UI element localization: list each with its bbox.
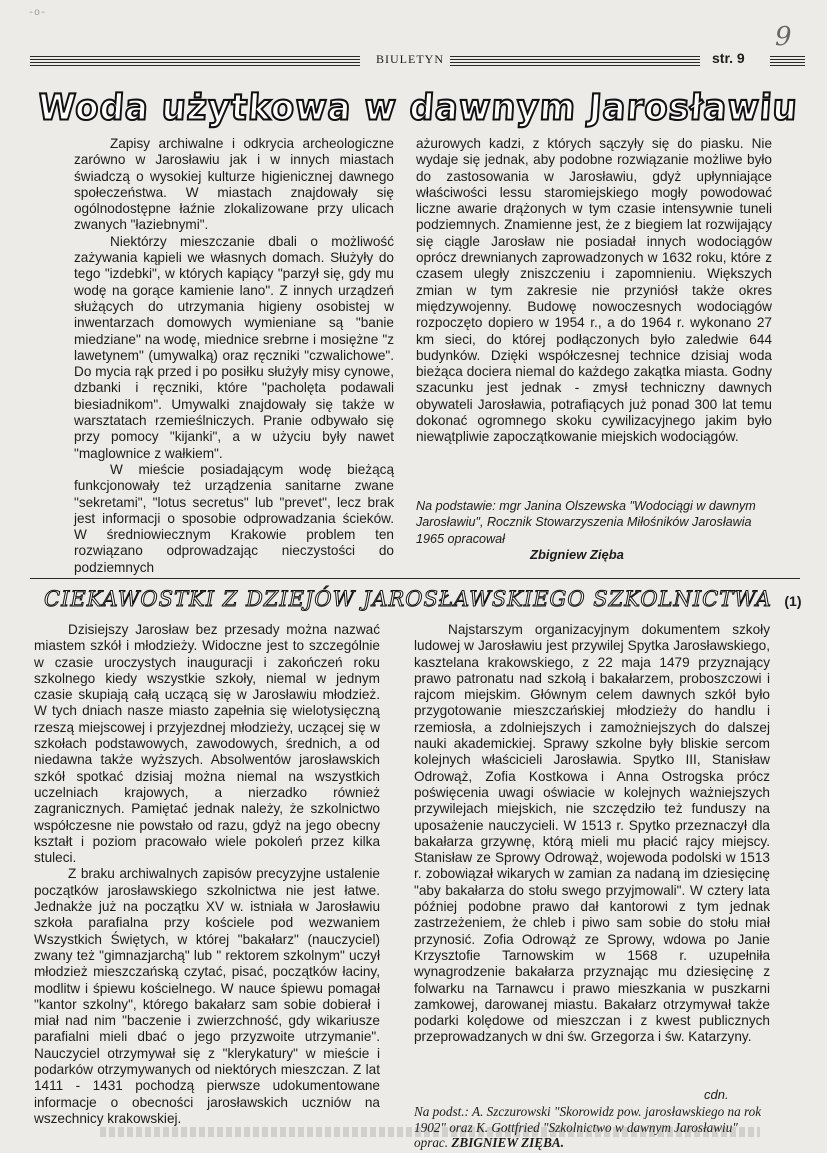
continued-marker: cdn. [704,1087,729,1102]
paragraph: Najstarszym organizacyjnym dokumentem szkoły ludowej w Jarosławiu jest przywilej Spytka Jarosławskiego, kasztelana krakowskiego, z 22 maja 1479 przyznający prawo patronatu nad szkołą i bakałarzem, proboszczowi i rajcom miejskim. Głównym celem dawnych szkół było przygotowanie mieszczańskiej młodzieży do handlu i rzemiosła, a zdolniejszych i zamożniejszych do dalszej nauki akademickiej. Sprawy szkolne były bliskie sercom kolejnych właścicieli Jarosławia. Spytko III, Stanisław Odrowąż, Zofia Kostkowa i Anna Ostrogska prócz poświęcenia uwagi oświacie w kolejnych ważniejszych przywilejach miejskich, nie szczędziło też funduszy na uposażenie nauczycieli. W 1513 r. Spytko przeznaczył dla bakałarza grzywnę, którą mieli mu płacić rajcy miejscy. Stanisław ze Sprowy Odrowąż, wojewoda podolski w 1513 r. zobowiązał wikarych w zamian za nadaną im dziesięcinę "aby bakałarza do stołu swego przyjmowali". W cztery lata później podobne prawo dał kantorowi z tym jednak zastrzeżeniem, że chleb i piwo sam sobie do stołu miał przynosić. Zofia Odrowąż ze Sprowy, wdowa po Janie Krzysztofie Tarnowskim w 1568 r. uzupełniła wynagrodzenie bakałarza przyznając mu dziesięcinę z folwarku na Tarnawcu i prawo mieszkania w puszkarni zamkowej, darowanej miastu. Bakałarz otrzymywał także podarki kolędowe od mieszczan i z kwest publicznych przeprowadzanych w dni św. Grzegorza i św. Katarzyny. [414,622,770,1045]
header-rule-middle [450,56,700,66]
header-rule-right [770,56,805,66]
article2-title-banner [44,587,814,617]
paragraph: Dzisiejszy Jarosław bez przesady można nazwać miastem szkół i młodzieży. Widoczne jest to szczególnie w czasie uroczystych inauguracji i zakończeń roku szkolnego kiedy wszystkie szkoły, niemal w jednym czasie skupiają całą uczącą się w Jarosławiu młodzież. W tych dniach nasze miasto zapełnia się wielotysięczną rzeszą miejscowej i przyjezdnej młodzieży, uczącej się w szkołach podstawowych, zawodowych, średnich, a od niedawna także wyższych. Absolwentów jarosławskich szkół spotkać dzisiaj można niemal na wszystkich uczelniach krajowych, a nierzadko również zagranicznych. Pamiętać jednak należy, że szkolnictwo współczesne nie powstało od razu, gdyż na jego obecny kształt i poziom pracowało wiele pokoleń przez kilka stuleci. [34,622,380,866]
article1-source: Na podstawie: mgr Janina Olszewska "Wodociągi w dawnym Jarosławiu", Rocznik Stowarzyszenia Miłośników Jarosławia 1965 opracował [416,499,756,546]
article1-author: Zbigniew Zięba [530,547,624,562]
bleed-through-text [100,1127,760,1137]
publication-name: BIULETYN [376,52,444,66]
paragraph: Zapisy archiwalne i odkrycia archeologiczne zarówno w Jarosławiu jak i w innych miastach świadczą o wysokiej kulturze higienicznej dawnego społeczeństwa. W miastach znajdowały się ogólnodostępne łaźnie zlokalizowane przy ulicach zwanych "łaziebnymi". [74,136,394,233]
paragraph: ażurowych kadzi, z których sączyły się do piasku. Nie wydaje się jednak, aby podobne rozwiązanie możliwe było do zastosowania w Jarosławiu, gdyż upłynniające właściwości lessu staromiejskiego mogły powodować liczne awarie drążonych w tym czasie intensywnie tuneli podziemnych. Znamienne jest, że z biegiem lat rozwijający się ciągle Jarosław nie posiadał innych wodociągów oprócz drewnianych zaprowadzonych w 1632 roku, które z czasem uległy zniszczeniu i zapomnieniu. Większych zmian w tym zakresie nie przyniósł także okres międzywojenny. Budowę nowoczesnych wodociągów rozpoczęto dopiero w 1954 r., a do 1964 r. wykonano 27 km sieci, do której podłączonych było zaledwie 644 budynków. Dzięki współczesnej technice dzisiaj woda bieżąca dociera niemal do każdego zakątka miasta. Godny szacunku jest jednak - zmysł techniczny dawnych obywateli Jarosławia, potrafiących już ponad 300 lat temu dokonać ogromnego skoku cywilizacyjnego jakim było niewątpliwie zapoczątkowanie miejskich wodociągów. [416,136,772,445]
page-label: str. 9 [712,50,745,66]
article1-column-right [416,136,772,446]
handwritten-page-number: 9 [775,22,792,52]
page-header [30,50,805,72]
article2-part-number: (1) [784,593,802,609]
article2-column-right [414,622,770,1046]
section-divider [30,578,800,579]
article2-title: CIEKAWOSTKI Z DZIEJÓW JAROSŁAWSKIEGO SZKOLNICTWA [44,587,772,611]
paragraph: Z braku archiwalnych zapisów precyzyjne ustalenie początków jarosławskiego szkolnictwa nie jest łatwe. Jednakże już na początku XV w. istniała w Jarosławiu szkoła parafialna przy kościele pod wezwaniem Wszystkich Świętych, w której "bakałarz" (nauczyciel) zwany też "gimnazjarchą" lub " rektorem szkolnym" uczył młodzież mieszczańską czytać, pisać, początków łaciny, modlitw i śpiewu kościelnego. W nauce śpiewu pomagał "kantor szkolny", którego bakałarz sam sobie dobierał i miał nad nim "baczenie i zwierzchność, gdy wikariusze parafialni mieli dbać o jego przyzwoite utrzymanie". Nauczyciel otrzymywał się z "klerykatury" w mieście i podarków otrzymywanych od niektórych mieszczan. Z lat 1411 - 1431 pochodzą pierwsze udokumentowane informacje o obecności jarosławskich uczniów na wszechnicy krakowskiej. [34,866,380,1126]
header-rule-left [30,56,360,66]
article2-author: ZBIGNIEW ZIĘBA. [451,1135,564,1150]
article1-title-banner [30,82,805,134]
article1-title: Woda użytkowa w dawnym Jarosławiu [36,87,799,129]
paragraph: W mieście posiadającym wodę bieżącą funkcjonowały też urządzenia sanitarne zwane "sekretami", "lotus secretus" lub "prevet", lecz brak jest informacji o sposobie odprowadzania ścieków. W średniowiecznym Krakowie problem ten rozwiązano odprowadzając nieczystości do podziemnych [74,461,394,575]
article2-column-left [34,622,380,1127]
article1-column-left [74,136,394,576]
corner-mark: -o- [28,8,47,19]
paragraph: Niektórzy mieszczanie dbali o możliwość zażywania kąpieli we własnych domach. Służyły do tego "izdebki", w których kapiący "parzył się, gdy mu wodę na gorące kamienie lano". Z innych urządzeń służących do utrzymania higieny osobistej w inwentarzach domowych wymieniane są "banie miedziane" na wodę, miednice srebrne i mosiężne "z lawetynem" (umywalką) oraz ręczniki "czwalichowe". Do mycia rąk przed i po posiłku służyły misy cynowe, dzbanki i ręczniki, które "pacholęta podawali biesiadnikom". Umywalki znajdowały się także w warsztatach rzemieślniczych. Pranie odbywało się przy pomocy "kijanki", a w użyciu były nawet "maglownice z wałkiem". [74,233,394,461]
article2-source-text: Na podst.: A. Szczurowski "Skorowidz pow. jarosławskiego na rok 1902" oraz K. Gottfried "Szkolnictwo w dawnym Jarosławiu" oprac. [414,1104,762,1150]
